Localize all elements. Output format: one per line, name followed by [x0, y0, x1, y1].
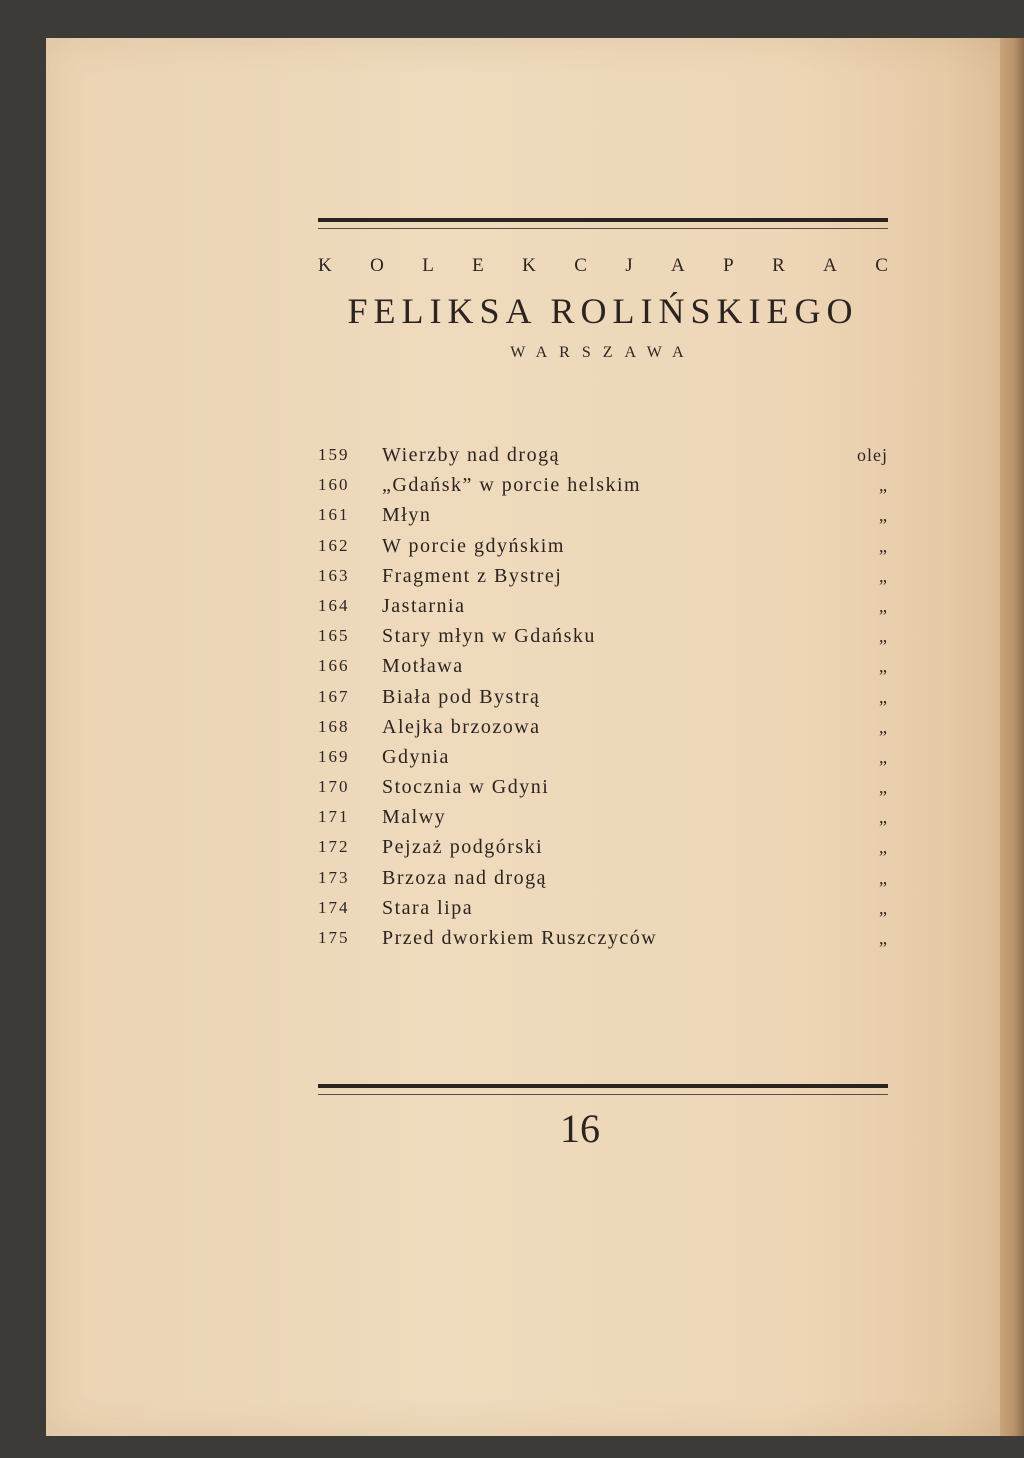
entry-medium: „	[879, 837, 888, 858]
header-letter: C	[875, 255, 888, 276]
entry-medium: „	[879, 656, 888, 677]
catalogue-entry	[318, 591, 888, 621]
entry-title: Malwy	[382, 806, 447, 829]
entry-title: Gdynia	[382, 745, 450, 768]
catalogue-entry	[318, 531, 888, 561]
entry-number: 162	[318, 535, 350, 555]
page-edge	[1000, 38, 1024, 1436]
entry-number: 171	[318, 807, 350, 827]
entry-title: Wierzby nad drogą	[382, 444, 560, 466]
entry-number: 169	[318, 746, 350, 766]
catalogue-entry	[318, 802, 888, 832]
entry-number: 175	[318, 928, 350, 947]
entry-title: Biała pod Bystrą	[382, 685, 541, 708]
entry-number: 165	[318, 626, 350, 646]
entry-title: „Gdańsk” w porcie helskim	[382, 474, 642, 497]
catalogue-entry	[318, 682, 888, 712]
header-artist-name: FELIKSA ROLIŃSKIEGO	[347, 291, 859, 331]
bottom-rule-thick	[318, 1084, 888, 1088]
entry-medium: „	[879, 626, 888, 647]
entry-medium: „	[879, 686, 888, 707]
header-letter: K	[318, 255, 332, 276]
top-rule-thick	[318, 218, 888, 222]
catalogue-entry	[318, 832, 888, 862]
entry-number: 174	[318, 897, 350, 917]
catalogue-entry	[318, 440, 888, 470]
entry-medium: „	[879, 867, 888, 888]
catalogue-entry	[318, 621, 888, 651]
entry-title: Pejzaż podgórski	[382, 836, 544, 859]
entry-title: Jastarnia	[382, 594, 466, 617]
entry-medium: „	[879, 535, 888, 556]
entry-medium: „	[879, 716, 888, 737]
entry-number: 168	[318, 716, 350, 736]
entry-medium: „	[879, 595, 888, 616]
entry-number: 167	[318, 686, 350, 706]
entry-number: 173	[318, 867, 350, 887]
header-letter: C	[574, 255, 587, 276]
entry-number: 172	[318, 837, 350, 857]
entry-medium: „	[879, 565, 888, 586]
header-letter: K	[522, 255, 536, 276]
entry-title: Motława	[382, 655, 464, 678]
entry-title: Brzoza nad drogą	[382, 866, 548, 889]
entry-number: 161	[318, 505, 350, 525]
catalogue-entry	[318, 470, 888, 500]
entry-medium: „	[879, 746, 888, 767]
header-letter: J	[625, 255, 633, 276]
header-letter: A	[823, 255, 837, 276]
entry-medium: „	[879, 928, 888, 948]
header-letter: O	[370, 255, 384, 276]
entry-title: Stara lipa	[382, 896, 474, 919]
entry-medium: olej	[857, 445, 888, 465]
entry-number: 159	[318, 445, 350, 464]
header-letter: P	[723, 255, 734, 276]
page-number: 16	[560, 1106, 600, 1151]
header-letter: A	[671, 255, 685, 276]
catalogue-entry	[318, 742, 888, 772]
catalogue-entry	[318, 863, 888, 893]
entry-medium: „	[879, 505, 888, 526]
entry-title: Alejka brzozowa	[382, 715, 541, 738]
entry-number: 166	[318, 656, 350, 676]
catalogue-entry	[318, 712, 888, 742]
entry-number: 160	[318, 475, 350, 495]
entry-title: Młyn	[382, 504, 432, 527]
bottom-rule-thin	[318, 1094, 888, 1095]
entry-medium: „	[879, 897, 888, 918]
top-rule-thin	[318, 228, 888, 229]
header-collection-line	[318, 255, 888, 283]
catalogue-list	[318, 440, 888, 953]
entry-medium: „	[879, 777, 888, 798]
catalogue-entry	[318, 893, 888, 923]
header-letter: L	[422, 255, 434, 276]
catalogue-entry	[318, 772, 888, 802]
entry-medium: „	[879, 807, 888, 828]
entry-title: Stocznia w Gdyni	[382, 776, 550, 799]
header-letter: R	[772, 255, 785, 276]
entry-number: 163	[318, 565, 350, 585]
entry-number: 170	[318, 777, 350, 797]
entry-number: 164	[318, 595, 350, 615]
catalogue-entry	[318, 651, 888, 681]
catalogue-entry	[318, 500, 888, 530]
entry-title: W porcie gdyńskim	[382, 534, 565, 557]
entry-title: Przed dworkiem Ruszczyców	[382, 927, 658, 949]
header-city: WARSZAWA	[510, 344, 696, 361]
entry-title: Fragment z Bystrej	[382, 564, 563, 587]
catalogue-entry	[318, 923, 888, 953]
header-letter: E	[472, 255, 484, 276]
catalogue-entry	[318, 561, 888, 591]
entry-title: Stary młyn w Gdańsku	[382, 625, 596, 648]
entry-medium: „	[879, 475, 888, 496]
